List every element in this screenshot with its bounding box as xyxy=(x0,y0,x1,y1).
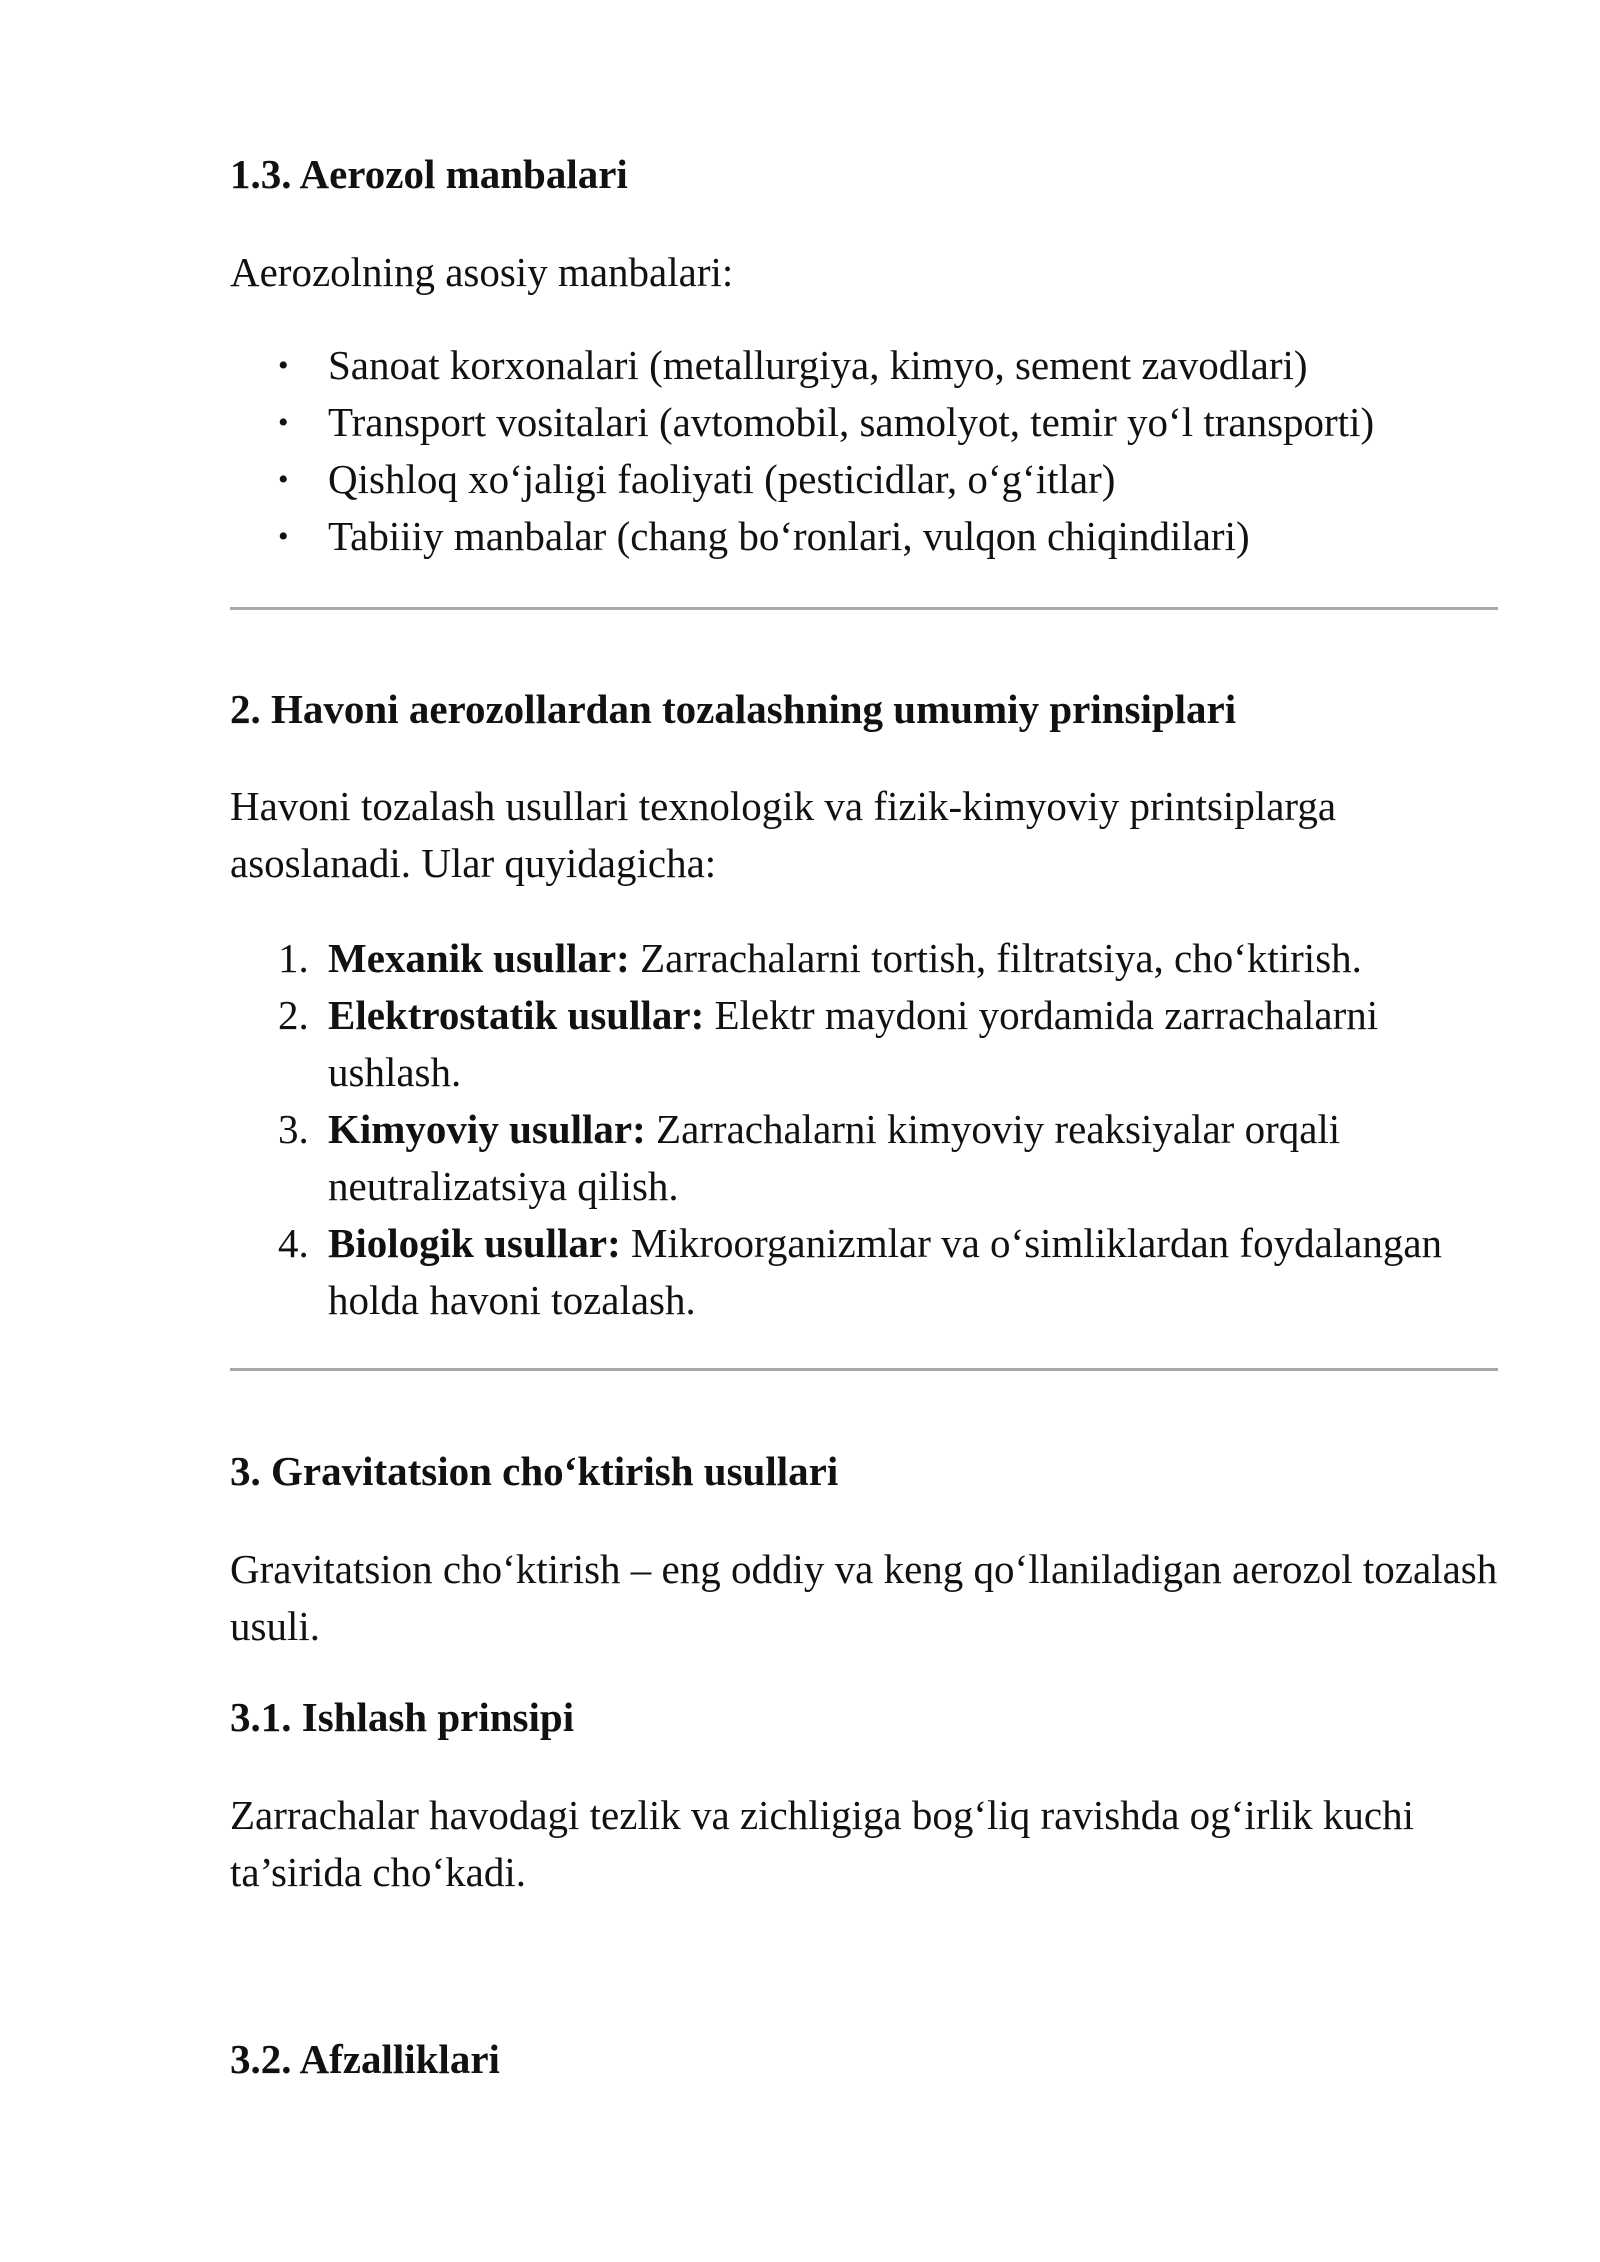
list-item: • Transport vositalari (avtomobil, samolyot, temir yo‘l transporti) xyxy=(230,394,1498,451)
section-1-3-intro: Aerozolning asosiy manbalari: xyxy=(230,249,734,295)
list-item: • Sanoat korxonalari (metallurgiya, kimyo, sement zavodlari) xyxy=(230,337,1498,394)
list-item: 2. Elektrostatik usullar: Elektr maydoni yordamida zarrachalarni ushlash. xyxy=(278,992,1379,1095)
section-heading-3-1: 3.1. Ishlash prinsipi xyxy=(230,1694,575,1740)
cleaning-methods-list xyxy=(230,930,1498,1329)
section-heading-1-3: 1.3. Aerozol manbalari xyxy=(230,151,628,197)
list-item: 1. Mexanik usullar: Zarrachalarni tortish, filtratsiya, cho‘ktirish. xyxy=(278,935,1362,981)
horizontal-divider xyxy=(230,1368,1498,1371)
horizontal-divider xyxy=(230,607,1498,610)
list-item: 4. Biologik usullar: Mikroorganizmlar va o‘simliklardan foydalangan holda havoni tozalash. xyxy=(278,1220,1443,1323)
list-item: • Qishloq xo‘jaligi faoliyati (pesticidlar, o‘g‘itlar) xyxy=(230,451,1498,508)
section-3-intro: Gravitatsion cho‘ktirish – eng oddiy va keng qo‘llaniladigan aerozol tozalash usuli. xyxy=(230,1546,1498,1649)
aerosol-sources-list xyxy=(230,337,1498,565)
section-heading-3: 3. Gravitatsion cho‘ktirish usullari xyxy=(230,1448,839,1494)
list-item: 3. Kimyoviy usullar: Zarrachalarni kimyoviy reaksiyalar orqali neutralizatsiya qilish. xyxy=(278,1106,1341,1209)
section-2-intro: Havoni tozalash usullari texnologik va fizik-kimyoviy printsiplarga asoslanadi. Ular quyidagicha: xyxy=(230,783,1337,886)
list-item: • Tabiiiy manbalar (chang bo‘ronlari, vulqon chiqindilari) xyxy=(230,508,1498,565)
section-heading-3-2: 3.2. Afzalliklari xyxy=(230,2036,500,2082)
section-3-1-text: Zarrachalar havodagi tezlik va zichligiga bog‘liq ravishda og‘irlik kuchi ta’sirida cho‘kadi. xyxy=(230,1792,1414,1895)
section-heading-2: 2. Havoni aerozollardan tozalashning umumiy prinsiplari xyxy=(230,686,1237,732)
bullet-icon: • xyxy=(278,520,289,553)
bullet-icon: • xyxy=(278,463,289,496)
bullet-icon: • xyxy=(278,406,289,439)
bullet-icon: • xyxy=(278,349,289,382)
